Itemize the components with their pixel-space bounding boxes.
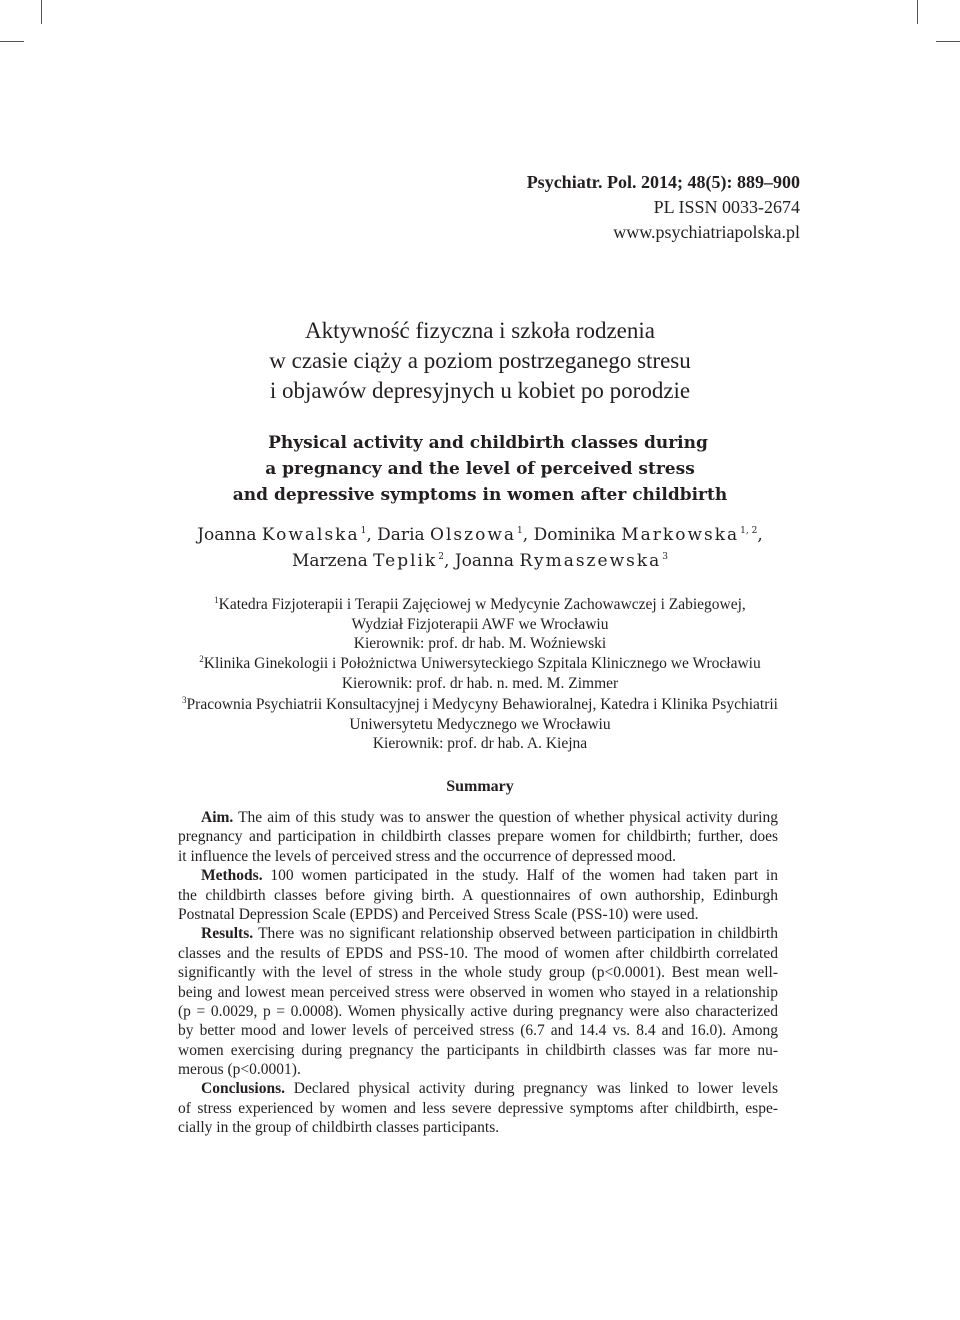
abstract-line: the childbirth classes before giving birth. A questionnaires of own authorship, Edinburgh [178, 886, 778, 904]
abstract [178, 808, 778, 1138]
affiliation-3 [120, 695, 840, 754]
abstract-line: Conclusions. Declared physical activity during pregnancy was linked to lower levels [201, 1080, 778, 1098]
crop-mark [0, 41, 24, 42]
abstract-line: Postnatal Depression Scale (EPDS) and Perceived Stress Scale (PSS-10) were used. [178, 905, 699, 923]
journal-issn: PL ISSN 0033-2674 [653, 197, 800, 217]
author-first-name: Joanna [197, 525, 257, 545]
journal-header [527, 170, 800, 245]
affiliation-number: 2 [199, 654, 204, 664]
title-english-line: Physical activity and childbirth classes during [268, 433, 708, 453]
abstract-line: it influence the levels of perceived stress and the occurrence of depressed mood. [178, 847, 676, 865]
affiliation-name: Katedra Fizjoterapii i Terapii Zajęciowej w Medycynie Zachowawczej i Zabiegowej, [218, 596, 746, 613]
title-polish-line: w czasie ciąży a poziom postrzeganego stresu [269, 348, 691, 373]
author-affiliation-ref: 1 [360, 526, 367, 536]
journal-citation: Psychiatr. Pol. 2014; 48(5): 889–900 [526, 172, 800, 192]
affiliation-head: Kierownik: prof. dr hab. M. Woźniewski [353, 635, 607, 652]
affiliation-head: Kierownik: prof. dr hab. n. med. M. Zimmer [341, 674, 619, 692]
abstract-line: women exercising during pregnancy the participants in childbirth classes was far more nu- [178, 1041, 778, 1059]
author-last-name: Teplik [373, 551, 438, 571]
crop-mark [917, 0, 918, 24]
section-label-aim: Aim. [201, 809, 234, 826]
title-english-line: and depressive symptoms in women after childbirth [232, 485, 728, 505]
affiliation-name: Pracownia Psychiatrii Konsultacyjnej i Medycyny Behawioralnej, Katedra i Klinika Psychiatrii [186, 696, 778, 713]
affiliation-name: Klinika Ginekologii i Położnictwa Uniwersyteckiego Szpitala Klinicznego we Wrocławiu [203, 655, 761, 672]
title-english [120, 430, 840, 508]
abstract-line: merous (p<0.0001). [178, 1061, 301, 1079]
crop-mark [936, 41, 960, 42]
section-label-conclusions: Conclusions. [201, 1080, 285, 1098]
title-polish [180, 316, 780, 406]
affiliation-name: Wydział Fizjoterapii AWF we Wrocławiu [351, 615, 609, 633]
affiliation-number: 1 [214, 595, 219, 605]
affiliation-1 [120, 595, 840, 654]
author-first-name: Dominika [533, 525, 616, 545]
abstract-line: significantly with the level of stress in the whole study group (p<0.0001). Best mean well- [178, 964, 778, 982]
affiliation-2 [120, 654, 840, 693]
author-affiliation-ref: 3 [662, 552, 669, 562]
title-english-line: a pregnancy and the level of perceived stress [265, 459, 695, 479]
author-first-name: Daria [377, 525, 425, 545]
abstract-line: (p = 0.0029, p = 0.0008). Women physically active during pregnancy were also characterized [178, 1002, 778, 1020]
author-last-name: Markowska [621, 525, 740, 545]
author-affiliation-ref: 2 [438, 552, 445, 562]
title-polish-line: i objawów depresyjnych u kobiet po porodzie [269, 378, 691, 403]
abstract-line: cially in the group of childbirth classes participants. [178, 1119, 500, 1137]
abstract-line: of stress experienced by women and less severe depressive symptoms after childbirth, espe- [178, 1099, 778, 1117]
author-affiliation-ref: 1 [517, 526, 523, 536]
abstract-line: being and lowest mean perceived stress were observed in women who stayed in a relationship [178, 983, 778, 1001]
author-last-name: Rymaszewska [519, 551, 662, 571]
title-polish-line: Aktywność fizyczna i szkoła rodzenia [305, 318, 655, 343]
author-first-name: Joanna [454, 551, 515, 571]
section-label-results: Results. [201, 925, 254, 943]
crop-mark [41, 0, 42, 24]
abstract-line: pregnancy and participation in childbirth classes prepare women for childbirth; further, does [178, 828, 778, 846]
abstract-line: Aim. The aim of this study was to answer the question of whether physical activity during [201, 809, 778, 826]
author-first-name: Marzena [291, 551, 368, 571]
author-list: Joanna Kowalska$^1$, Daria Olszowa$^1$, Dominika Markowska$^{1, 2}$, Marzena Teplik$^2$, Joanna Rymaszewska$^3$ [197, 525, 763, 571]
author-affiliation-ref: 1, 2 [740, 526, 758, 536]
affiliation-head: Kierownik: prof. dr hab. A. Kiejna [372, 735, 588, 752]
section-label-methods: Methods. [201, 867, 263, 885]
abstract-line: Methods. 100 women participated in the study. Half of the women had taken part in [201, 867, 778, 885]
abstract-line: classes and the results of EPDS and PSS-10. The mood of women after childbirth correlated [178, 944, 778, 962]
journal-website: www.psychiatriapolska.pl [613, 222, 800, 242]
abstract-line: Results. There was no significant relationship observed between participation in childbirth [201, 925, 778, 943]
affiliation-number: 3 [182, 695, 187, 705]
summary-heading: Summary [446, 778, 514, 795]
abstract-line: by better mood and lower levels of perceived stress (6.7 and 14.4 vs. 8.4 and 16.0). Among [178, 1022, 778, 1040]
author-last-name: Olszowa [430, 525, 517, 545]
affiliation-name: Uniwersytetu Medycznego we Wrocławiu [349, 715, 611, 733]
author-last-name: Kowalska [261, 525, 360, 545]
